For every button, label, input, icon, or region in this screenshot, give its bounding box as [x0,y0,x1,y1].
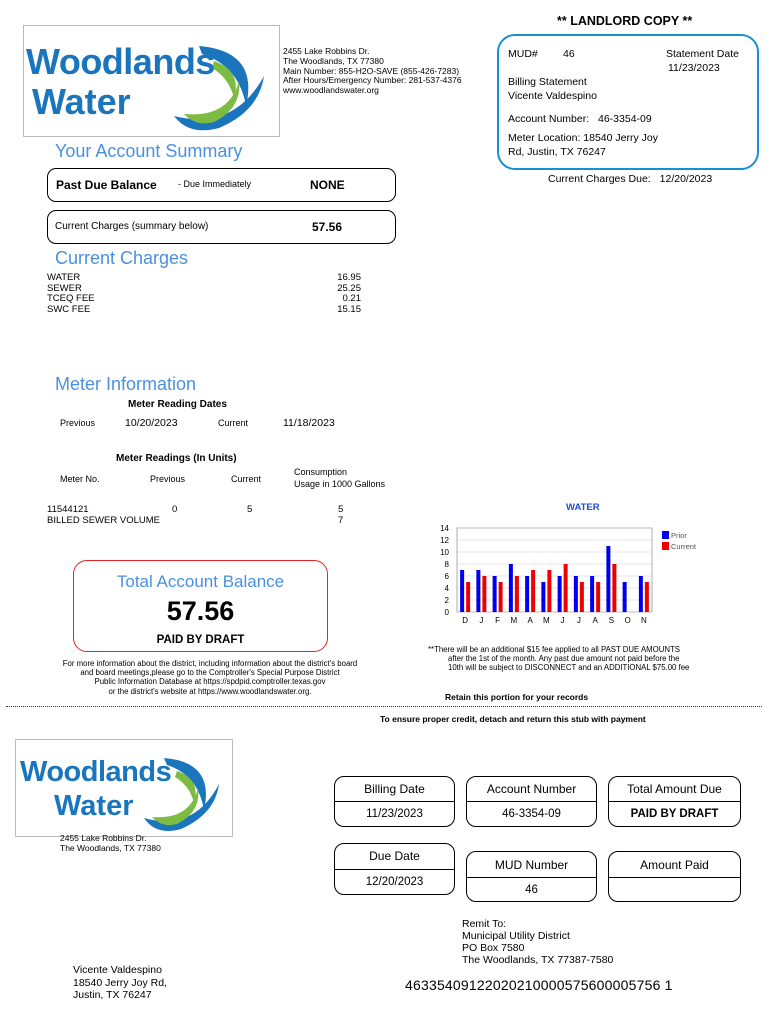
bar-current [612,564,616,612]
bar-current [596,582,600,612]
previous-date-label: Previous [60,418,96,428]
bar-prior [525,576,529,612]
bar-current [531,570,535,612]
stub-logo-text-line2: Water [54,790,134,822]
customer-address: Vicente Valdespino 18540 Jerry Joy Rd, Justin, TX 76247 [73,964,167,1001]
billing-date-box: Billing Date 11/23/2023 [334,776,455,827]
detach-text: To ensure proper credit, detach and return this stub with payment [380,714,646,724]
mud-value: 46 [563,48,575,60]
water-usage-chart [425,520,725,638]
col-meter-no: Meter No. [60,474,100,484]
total-balance-title: Total Account Balance [116,572,285,591]
y-tick-label: 8 [444,560,449,569]
previous-date-value: 10/20/2023 [125,417,178,429]
x-tick-label: O [624,616,631,625]
total-balance-value: 57.56 [166,596,235,626]
x-tick-label: M [543,616,550,625]
bar-prior [509,564,513,612]
list-item: WATER 16.95 [47,272,361,283]
statement-date-value: 11/23/2023 [668,62,720,74]
detach-line [6,706,762,707]
meter-dates-heading: Meter Reading Dates [128,399,227,410]
statement-box [497,34,759,170]
y-tick-label: 2 [444,596,449,605]
meter-location-line1: Meter Location: 18540 Jerry Joy [508,132,658,144]
meter-readings-heading: Meter Readings (In Units) [116,453,237,464]
company-address: 2455 Lake Robbins Dr. The Woodlands, TX 77380 Main Number: 855-H2O-SAVE (855-426-7283) After Hours/Emergency Number: 281-537-4376 www.woodlandswater.org [283,46,462,96]
legend-swatch [662,531,669,539]
current-charges-box [47,210,396,244]
account-number-label: Account Number: [508,113,590,125]
bar-current [466,582,470,612]
bar-current [499,582,503,612]
bar-prior [623,582,627,612]
meter-location-line2: Rd, Justin, TX 76247 [508,146,606,158]
bar-current [482,576,486,612]
company-logo [23,25,280,137]
chart-title: WATER [566,502,600,513]
bar-prior [558,576,562,612]
bar-prior [493,576,497,612]
x-tick-label: J [560,616,565,625]
y-tick-label: 0 [444,608,449,617]
list-item: TCEQ FEE 0.21 [47,293,361,304]
customer-name: Vicente Valdespino [508,90,597,102]
past-due-box [47,168,396,202]
list-item: SWC FEE 15.15 [47,303,361,315]
current-charges-value: 57.56 [312,220,343,234]
due-date-box: Due Date 12/20/2023 [334,843,455,895]
x-tick-label: J [479,616,484,625]
bar-prior [574,576,578,612]
y-tick-label: 4 [444,584,449,593]
scan-line: 46335409122020210000575600005756 1 [405,977,673,993]
retain-text: Retain this portion for your records [445,692,589,702]
x-tick-label: D [462,616,469,625]
logo-text-line1: Woodlands [26,41,215,82]
current-date-label: Current [218,418,249,428]
charges-list [47,273,361,315]
copy-label: ** LANDLORD COPY ** [557,14,693,28]
statement-date-label: Statement Date [666,48,739,60]
mud-number-box: MUD Number 46 [466,851,597,902]
legend-swatch [662,542,669,550]
account-summary-title: Your Account Summary [55,141,243,161]
logo-text-line2: Water [32,81,131,122]
current-charges-label: Current Charges (summary below) [55,221,209,232]
x-tick-label: A [592,616,598,625]
stub-logo-text-line1: Woodlands [20,756,172,788]
past-due-label: Past Due Balance [56,178,157,192]
col-consumption: Consumption Usage in 1000 Gallons [294,467,386,489]
current-date-value: 11/18/2023 [283,417,335,429]
bar-current [580,582,584,612]
col-previous: Previous [150,474,186,484]
account-number-value: 46-3354-09 [598,113,652,125]
list-item: SEWER 25.25 [47,282,361,294]
legend-label: Current [671,542,697,551]
past-due-note: - Due Immediately [178,179,252,189]
total-balance-box [73,560,328,652]
bar-prior [639,576,643,612]
bar-current [547,570,551,612]
x-tick-label: J [576,616,581,625]
col-current: Current [231,474,262,484]
bar-prior [590,576,594,612]
x-tick-label: M [510,616,518,625]
y-tick-label: 10 [440,548,449,557]
district-info-text: For more information about the district, including information about the district's board and board meetings,please go to the Comptroller's Special Purpose District Public Information Database at https://spdpid.comptroller.texas.gov or the district's website at https://www.woodlandswater.org. [62,659,358,696]
stub-address: 2455 Lake Robbins Dr. The Woodlands, TX 77380 [60,833,161,853]
billing-statement-label: Billing Statement [508,76,587,88]
y-tick-label: 6 [444,572,449,581]
bar-current [564,564,568,612]
stub-logo [15,739,233,837]
x-tick-label: A [527,616,533,625]
legend-label: Prior [671,531,687,540]
bar-current [645,582,649,612]
current-charges-due: Current Charges Due: 12/20/2023 [548,173,713,185]
bar-prior [606,546,610,612]
bar-prior [541,582,545,612]
bar-prior [460,570,464,612]
account-number-box: Account Number 46-3354-09 [466,776,597,827]
past-due-value: NONE [310,178,345,192]
total-due-box: Total Amount Due PAID BY DRAFT [608,776,741,827]
x-tick-label: F [495,616,501,625]
payment-method: PAID BY DRAFT [156,634,245,646]
x-tick-label: N [640,616,647,625]
amount-paid-box: Amount Paid [608,851,741,902]
bar-current [515,576,519,612]
current-charges-title: Current Charges [55,248,189,268]
late-fee-notice: **There will be an additional $15 fee applied to all PAST DUE AMOUNTS after the 1st of the month. Any past due amount not paid before the 10th will be subject to DISCONNECT and an ADDITIONAL $75.00 fee [428,645,690,673]
amount-paid-field[interactable] [609,884,740,898]
meter-info-title: Meter Information [55,374,197,394]
y-tick-label: 14 [440,524,449,533]
bar-prior [476,570,480,612]
remit-to: Remit To: Municipal Utility District PO Box 7580 The Woodlands, TX 77387-7580 [462,918,614,966]
y-tick-label: 12 [440,536,449,545]
mud-label: MUD# [508,48,538,60]
x-tick-label: S [608,616,615,625]
